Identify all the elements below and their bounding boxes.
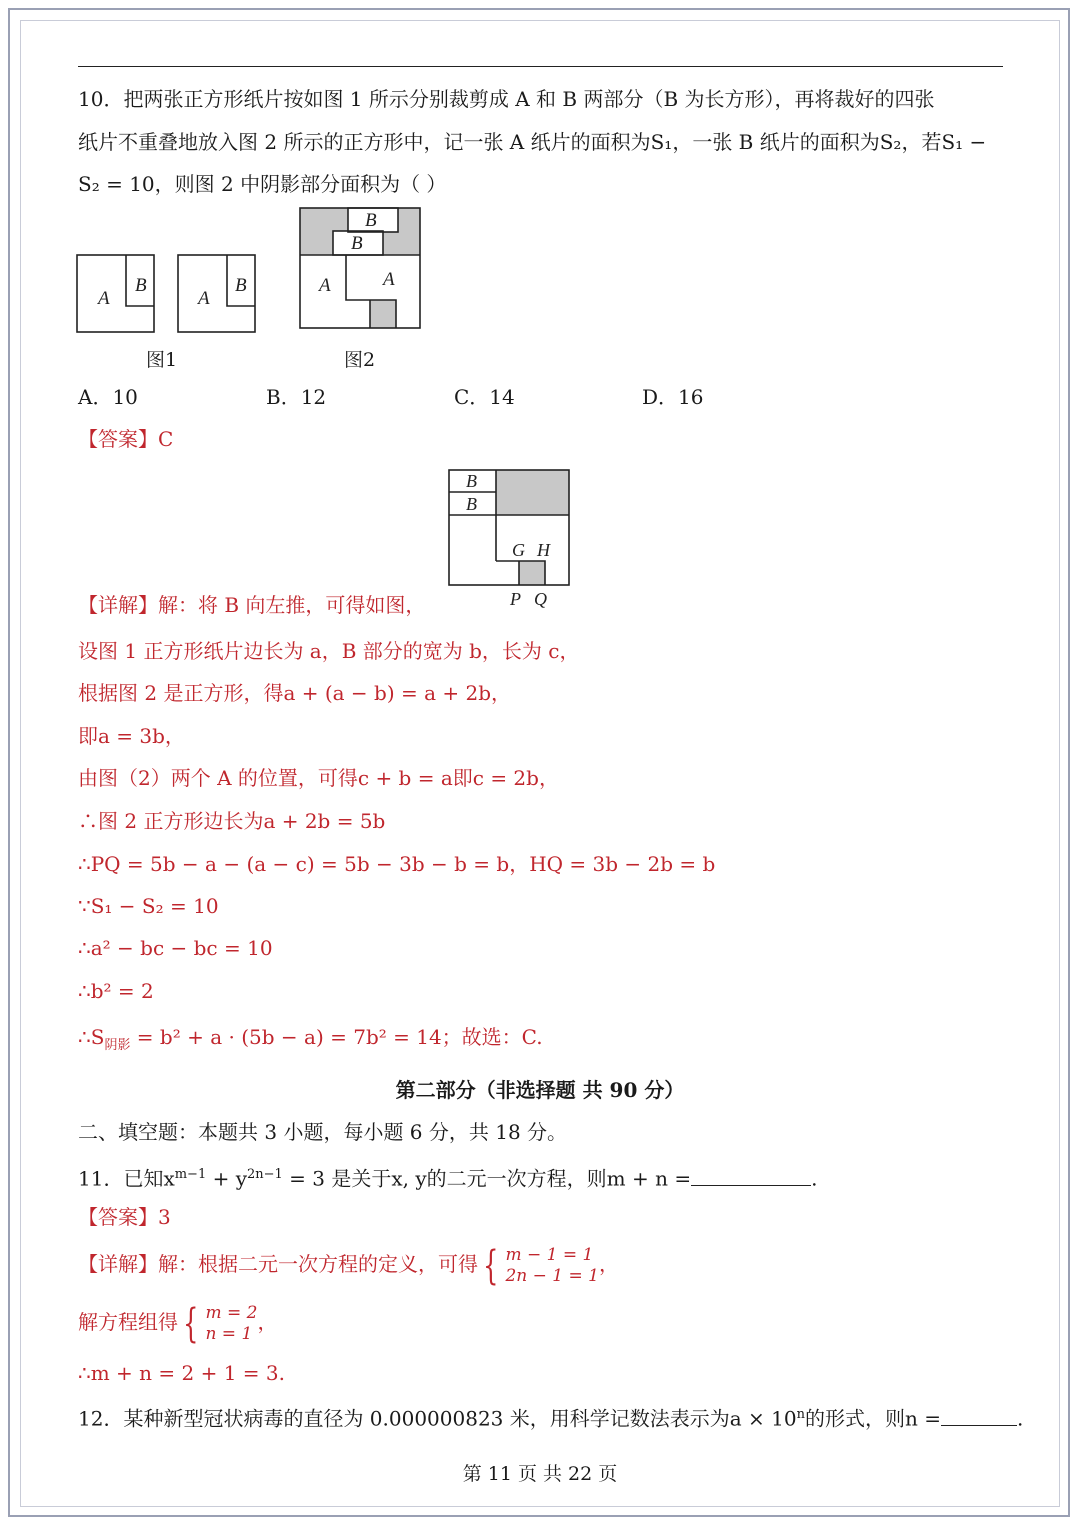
sol-label-b2: B <box>466 494 477 514</box>
detail-text: 解：将 B 向左推，可得如图， <box>158 593 426 617</box>
q10-step-5: ∴图 2 正方形边长为a + 2b = 5b <box>78 809 386 833</box>
q10-step-6: ∴PQ = 5b − a − (a − c) = 5b − 3b − b = b，HQ = 3b − 2b = b <box>78 852 716 876</box>
detail-label: 【详解】 <box>78 593 158 617</box>
q11-text-a: 11．已知x <box>78 1166 175 1191</box>
q10-final <box>78 1024 543 1059</box>
sol-label-q: Q <box>534 589 547 609</box>
q11-system-2 <box>205 1303 257 1345</box>
fig1-label-a: A <box>98 288 110 309</box>
q10-step-1: 设图 1 正方形纸片边长为 a，B 部分的宽为 b，长为 c， <box>78 639 580 663</box>
fig2-label-a1: A <box>319 275 331 296</box>
q10-step-7: ∵S₁ − S₂ = 10 <box>78 894 219 918</box>
page-footer: 第 11 页 共 22 页 <box>462 1463 618 1485</box>
figure-2 <box>299 207 423 331</box>
option-a: A．10 <box>78 385 138 409</box>
q12-text-end: . <box>1017 1406 1024 1431</box>
q10-step-2: 根据图 2 是正方形，得a + (a − b) = a + 2b， <box>78 681 512 705</box>
q10-step-3: 即a = 3b， <box>78 724 185 748</box>
sys2-eq2: n = 1 <box>205 1323 253 1344</box>
q11-text-b: + y <box>206 1166 248 1191</box>
solution-figure <box>448 469 572 611</box>
q10-detail-first <box>78 592 425 618</box>
q10-step-9: ∴b² = 2 <box>78 979 154 1003</box>
caption-figure-2: 图2 <box>344 349 376 371</box>
header-rule <box>78 66 1003 67</box>
sol-label-p: P <box>510 589 521 609</box>
q10-step-8: ∴a² − bc − bc = 10 <box>78 936 273 960</box>
q11-solve-text: 解方程组得 <box>78 1310 178 1334</box>
sol-label-g: G <box>512 540 525 560</box>
fig2-label-b2: B <box>351 233 363 254</box>
q11-solve <box>78 1300 277 1345</box>
answer-value: C <box>158 427 174 451</box>
q12-text-b: 的形式，则n = <box>805 1406 941 1431</box>
q11-system-1 <box>505 1245 599 1287</box>
q11-question <box>78 1162 817 1192</box>
part2-title: 第二部分（非选择题 共 90 分） <box>395 1078 685 1102</box>
fig2-label-b1: B <box>365 210 377 231</box>
part2-section: 二、填空题：本题共 3 小题，每小题 6 分，共 18 分。 <box>78 1120 568 1144</box>
q11-answer <box>78 1204 171 1230</box>
q11-answer-value: 3 <box>158 1205 171 1229</box>
sys1-eq1: m − 1 = 1 <box>505 1244 594 1265</box>
q11-final: ∴m + n = 2 + 1 = 3. <box>78 1361 285 1385</box>
fig1-label-a2: A <box>198 288 210 309</box>
q11-detail <box>78 1242 619 1287</box>
q11-blank[interactable] <box>691 1167 811 1186</box>
sys1-end: ， <box>598 1252 619 1276</box>
final-sub: 阴影 <box>104 1038 131 1053</box>
answer-label: 【答案】 <box>78 427 158 451</box>
q11-sup1: m−1 <box>174 1167 207 1182</box>
brace-icon: { <box>183 1300 199 1347</box>
q12-sup: n <box>796 1407 805 1422</box>
q10-line1: 10．把两张正方形纸片按如图 1 所示分别裁剪成 A 和 B 两部分（B 为长方形），再将裁好的四张 <box>78 87 935 111</box>
sys2-end: ， <box>257 1310 278 1334</box>
figure-1 <box>76 254 258 334</box>
sys1-eq2: 2n − 1 = 1 <box>505 1265 599 1286</box>
q11-text-end: . <box>811 1166 818 1191</box>
fig2-label-a2: A <box>383 269 395 290</box>
q10-line3: S₂ = 10，则图 2 中阴影部分面积为（ ） <box>78 172 447 196</box>
fig1-label-b: B <box>135 275 147 296</box>
q11-detail-label: 【详解】 <box>78 1252 158 1276</box>
sol-label-b1: B <box>466 471 477 491</box>
q10-answer <box>78 426 173 452</box>
q11-answer-label: 【答案】 <box>78 1205 158 1229</box>
q11-detail-text: 解：根据二元一次方程的定义，可得 <box>158 1252 478 1276</box>
brace-icon: { <box>483 1242 499 1289</box>
q11-text-c: = 3 是关于x, y的二元一次方程，则m + n = <box>282 1166 692 1191</box>
caption-figure-1: 图1 <box>146 349 178 371</box>
q10-step-4: 由图（2）两个 A 的位置，可得c + b = a即c = 2b， <box>78 766 559 790</box>
sys2-eq1: m = 2 <box>205 1302 258 1323</box>
fig1-label-b2: B <box>235 275 247 296</box>
final-prefix: ∴S <box>78 1025 105 1049</box>
final-rest: = b² + a · (5b − a) = 7b² = 14；故选：C. <box>130 1025 543 1049</box>
option-c: C．14 <box>454 385 515 409</box>
q11-sup2: 2n−1 <box>247 1167 283 1182</box>
option-b: B．12 <box>266 385 327 409</box>
option-d: D．16 <box>642 385 704 409</box>
q10-line2: 纸片不重叠地放入图 2 所示的正方形中，记一张 A 纸片的面积为S₁，一张 B 纸片的面积为S₂，若S₁ − <box>78 130 987 154</box>
sol-label-h: H <box>537 540 550 560</box>
q12-text: 12．某种新型冠状病毒的直径为 0.000000823 米，用科学记数法表示为a × 10 <box>78 1406 797 1431</box>
q12-question <box>78 1402 1023 1432</box>
q12-blank[interactable] <box>941 1407 1017 1426</box>
